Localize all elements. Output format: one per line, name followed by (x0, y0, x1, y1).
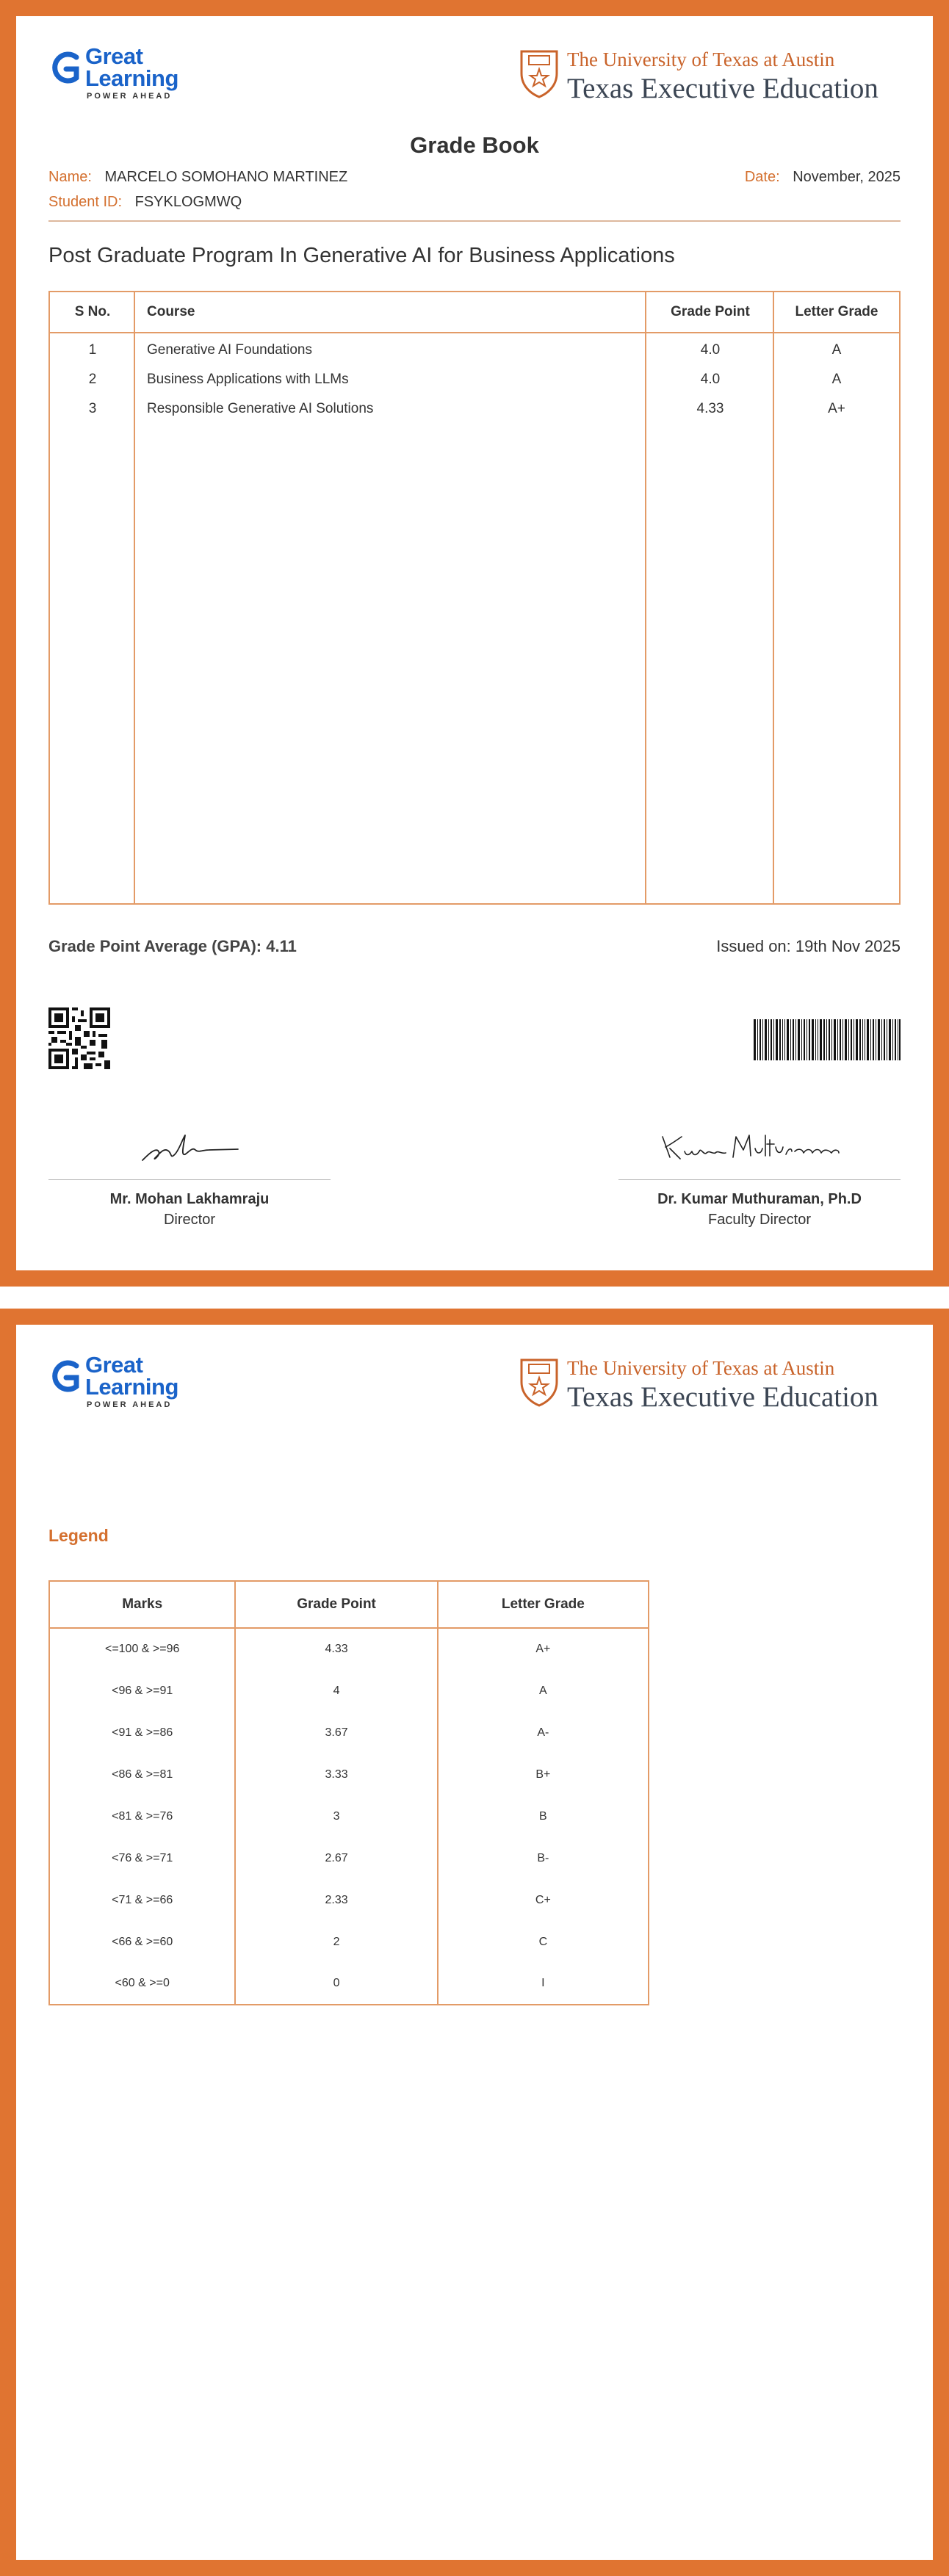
legend-page (0, 1309, 949, 2576)
great-learning-g-icon (48, 1358, 81, 1395)
course-table (48, 291, 901, 905)
signatory-name: Dr. Kumar Muthuraman, Ph.D (657, 1191, 862, 1207)
signature-kumar-muthuraman (618, 1125, 901, 1169)
page-content (16, 16, 933, 1270)
ut-shield-icon (519, 1357, 560, 1407)
row-2-letter-grade: A (831, 372, 842, 387)
legend-row (49, 1628, 649, 1670)
date-value: November, 2025 (793, 169, 901, 185)
legend-row (49, 1837, 649, 1879)
legend-letter-grade: C+ (438, 1879, 649, 1921)
gpa-summary: Grade Point Average (GPA): 4.11 (48, 937, 297, 955)
header-sno: S No. (74, 304, 111, 319)
legend-header-row (49, 1581, 649, 1628)
row-1-grade-point: 4.0 (700, 342, 721, 358)
legend-grade-point: 3.33 (235, 1754, 437, 1795)
legend-grade-point: 0 (235, 1963, 437, 2005)
logo-tagline: POWER AHEAD (87, 1400, 173, 1409)
legend-letter-grade: C (438, 1921, 649, 1963)
legend-letter-grade: B- (438, 1837, 649, 1879)
logo-text-learning: Learning (85, 1374, 178, 1400)
legend-grade-point: 2 (235, 1921, 437, 1963)
legend-header-letter-grade: Letter Grade (438, 1581, 649, 1628)
legend-grade-point: 4 (235, 1670, 437, 1712)
legend-grade-point: 4.33 (235, 1628, 437, 1670)
divider (48, 220, 901, 222)
legend-grade-point: 3 (235, 1795, 437, 1837)
legend-header-grade-point: Grade Point (235, 1581, 437, 1628)
signature-block-faculty-director (618, 1125, 901, 1242)
legend-marks: <66 & >=60 (49, 1921, 235, 1963)
row-2-sno: 2 (88, 372, 97, 387)
page-content (16, 1325, 933, 2560)
ut-austin-logo (519, 46, 901, 104)
name-label: Name: (48, 169, 92, 185)
student-name (48, 169, 347, 186)
row-3-course: Responsible Generative AI Solutions (147, 401, 374, 416)
issued-date: Issued on: 19th Nov 2025 (716, 937, 901, 955)
signature-line (48, 1179, 331, 1180)
signature-line (618, 1179, 901, 1180)
logo-text-great: Great (85, 1352, 143, 1378)
legend-row (49, 1712, 649, 1754)
header-grade-point: Grade Point (671, 304, 750, 319)
legend-marks: <=100 & >=96 (49, 1628, 235, 1670)
student-id (48, 194, 242, 211)
great-learning-logo (48, 43, 195, 104)
legend-header-marks: Marks (49, 1581, 235, 1628)
header-divider (50, 332, 899, 333)
legend-row (49, 1879, 649, 1921)
great-learning-g-icon (48, 50, 81, 87)
legend-marks: <91 & >=86 (49, 1712, 235, 1754)
legend-grade-point: 3.67 (235, 1712, 437, 1754)
row-3-grade-point: 4.33 (696, 401, 724, 416)
logo-text-learning: Learning (85, 65, 178, 91)
row-2-course: Business Applications with LLMs (147, 372, 349, 387)
row-3-sno: 3 (88, 401, 97, 416)
legend-marks: <60 & >=0 (49, 1963, 235, 2005)
legend-row (49, 1795, 649, 1837)
header-letter-grade: Letter Grade (795, 304, 878, 319)
legend-marks: <71 & >=66 (49, 1879, 235, 1921)
legend-table (48, 1580, 649, 2005)
row-1-sno: 1 (88, 342, 97, 358)
row-1-course: Generative AI Foundations (147, 342, 312, 358)
signatory-role: Faculty Director (707, 1212, 812, 1228)
row-2-grade-point: 4.0 (700, 372, 721, 387)
legend-letter-grade: A (438, 1670, 649, 1712)
student-id-label: Student ID: (48, 194, 123, 210)
issue-date (745, 169, 901, 186)
legend-row (49, 1754, 649, 1795)
legend-letter-grade: I (438, 1963, 649, 2005)
legend-title: Legend (48, 1526, 109, 1545)
page-title: Grade Book (410, 132, 539, 158)
qr-code-icon (48, 1007, 110, 1069)
ut-shield-icon (519, 48, 560, 98)
legend-marks: <86 & >=81 (49, 1754, 235, 1795)
signature-mohan-lakhamraju (48, 1125, 331, 1169)
legend-marks: <76 & >=71 (49, 1837, 235, 1879)
legend-marks: <81 & >=76 (49, 1795, 235, 1837)
header-course: Course (147, 304, 195, 319)
signature-block-director (48, 1125, 331, 1242)
legend-letter-grade: A+ (438, 1628, 649, 1670)
logo-tagline: POWER AHEAD (87, 92, 173, 101)
legend-letter-grade: A- (438, 1712, 649, 1754)
legend-grade-point: 2.33 (235, 1879, 437, 1921)
barcode-icon (754, 1019, 901, 1060)
legend-letter-grade: B (438, 1795, 649, 1837)
legend-marks: <96 & >=91 (49, 1670, 235, 1712)
ut-university-name: The University of Texas at Austin (567, 1357, 835, 1379)
row-3-letter-grade: A+ (828, 401, 845, 416)
signatory-role: Director (163, 1212, 215, 1228)
signatory-name: Mr. Mohan Lakhamraju (109, 1191, 270, 1207)
grade-book-page (0, 0, 949, 1287)
legend-row (49, 1963, 649, 2005)
date-label: Date: (744, 169, 780, 185)
legend-grade-point: 2.67 (235, 1837, 437, 1879)
ut-executive-education: Texas Executive Education (567, 1381, 878, 1413)
ut-austin-logo (519, 1354, 901, 1413)
legend-row (49, 1670, 649, 1712)
great-learning-logo (48, 1354, 195, 1413)
program-title: Post Graduate Program In Generative AI for Business Applications (48, 244, 675, 267)
student-id-value: FSYKLOGMWQ (134, 194, 242, 210)
ut-university-name: The University of Texas at Austin (567, 48, 835, 70)
name-value: MARCELO SOMOHANO MARTINEZ (104, 169, 348, 185)
ut-executive-education: Texas Executive Education (567, 73, 878, 104)
logo-text-great: Great (85, 43, 143, 69)
legend-row (49, 1921, 649, 1963)
legend-letter-grade: B+ (438, 1754, 649, 1795)
row-1-letter-grade: A (831, 342, 842, 358)
